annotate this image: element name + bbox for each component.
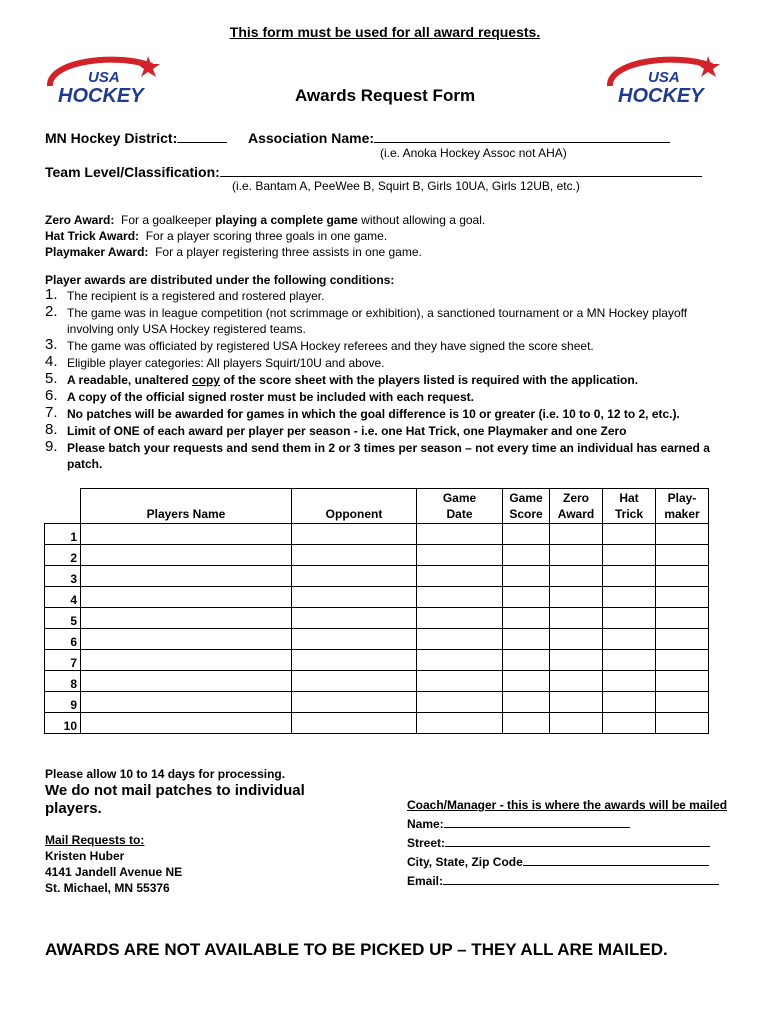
table-row: [45, 671, 709, 692]
playmaker-award-def: [45, 244, 485, 260]
footer-notice: AWARDS ARE NOT AVAILABLE TO BE PICKED UP – THEY ALL ARE MAILED.: [45, 940, 668, 959]
row-number-header: [45, 489, 81, 524]
zero-award-header: Zero Award: [550, 489, 603, 524]
table-row: [45, 692, 709, 713]
condition-text-underlined: copy: [191, 373, 220, 387]
mail-requests-block: [45, 832, 182, 896]
condition-item: [45, 406, 735, 422]
processing-time-note: Please allow 10 to 14 days for processing.: [45, 767, 286, 781]
table-row: [45, 545, 709, 566]
table-row: [45, 608, 709, 629]
cell-player[interactable]: [81, 650, 292, 671]
table-row: [45, 713, 709, 734]
cell-date[interactable]: [417, 629, 503, 650]
mail-city: St. Michael, MN 55376: [45, 881, 170, 895]
award-definitions: [45, 212, 485, 260]
coach-street-label: Street:: [407, 836, 446, 850]
coach-city-row: [407, 851, 737, 870]
cell-score[interactable]: [503, 608, 550, 629]
cell-hat-trick[interactable]: [603, 566, 656, 587]
mail-street: 4141 Jandell Avenue NE: [45, 865, 183, 879]
logo-text-top: USA: [648, 69, 680, 86]
district-label: MN Hockey District:: [45, 130, 178, 146]
game-date-header: Game Date: [417, 489, 503, 524]
table-row: [45, 587, 709, 608]
coach-email-input[interactable]: [443, 870, 719, 885]
cell-score[interactable]: [503, 566, 550, 587]
zero-award-def: [45, 212, 485, 228]
coach-street-row: [407, 832, 737, 851]
cell-hat-trick[interactable]: [603, 545, 656, 566]
cell-score[interactable]: [503, 650, 550, 671]
cell-player[interactable]: [81, 671, 292, 692]
team-level-hint: (i.e. Bantam A, PeeWee B, Squirt B, Girls 10UA, Girls 12UB, etc.): [232, 179, 580, 193]
cell-playmaker[interactable]: [656, 692, 709, 713]
award-name: Playmaker Award:: [45, 245, 149, 259]
coach-manager-block: [407, 797, 737, 889]
cell-playmaker[interactable]: [656, 566, 709, 587]
coach-name-label: Name:: [407, 817, 444, 831]
condition-item: [45, 338, 735, 354]
cell-opponent[interactable]: [292, 524, 417, 545]
award-name: Zero Award:: [45, 213, 115, 227]
conditions-list: [45, 288, 735, 473]
condition-item: [45, 440, 735, 472]
players-table: [44, 488, 709, 734]
condition-item: [45, 305, 735, 337]
cell-date[interactable]: [417, 524, 503, 545]
cell-playmaker[interactable]: [656, 524, 709, 545]
row-number: 8: [45, 671, 81, 692]
team-level-input[interactable]: [220, 162, 702, 177]
association-input[interactable]: [374, 128, 670, 143]
association-label: Association Name:: [248, 130, 375, 146]
top-note: This form must be used for all award requests.: [229, 24, 541, 40]
award-desc-bold: playing a complete game: [215, 213, 358, 227]
cell-zero[interactable]: [550, 671, 603, 692]
cell-opponent[interactable]: [292, 692, 417, 713]
cell-zero[interactable]: [550, 524, 603, 545]
cell-opponent[interactable]: [292, 713, 417, 734]
cell-playmaker[interactable]: [656, 671, 709, 692]
coach-street-input[interactable]: [445, 832, 710, 847]
cell-player[interactable]: [81, 713, 292, 734]
logo-text-bottom: HOCKEY: [58, 85, 144, 107]
cell-playmaker[interactable]: [656, 650, 709, 671]
condition-text: Limit of ONE of each award per player per season - i.e. one Hat Trick, one Playmaker and one Zero: [67, 424, 627, 438]
condition-text: Please batch your requests and send them in 2 or 3 times per season – not every time an individual has earned a patch.: [67, 441, 710, 471]
cell-zero[interactable]: [550, 713, 603, 734]
cell-date[interactable]: [417, 587, 503, 608]
cell-score[interactable]: [503, 629, 550, 650]
award-desc: For a player scoring three goals in one game.: [145, 229, 388, 243]
row-number: 9: [45, 692, 81, 713]
row-number: 6: [45, 629, 81, 650]
coach-name-input[interactable]: [444, 813, 630, 828]
team-level-row: [45, 162, 702, 180]
award-desc: For a player registering three assists in one game.: [155, 245, 422, 259]
cell-player[interactable]: [81, 524, 292, 545]
row-number: 2: [45, 545, 81, 566]
award-desc: For a goalkeeper: [121, 213, 216, 227]
hat-trick-header: Hat Trick: [603, 489, 656, 524]
condition-number: 3.: [45, 336, 58, 353]
cell-date[interactable]: [417, 671, 503, 692]
condition-text: No patches will be awarded for games in which the goal difference is 10 or greater (i.e. 10 to 0, 12 to 2, etc.).: [67, 407, 680, 421]
cell-playmaker[interactable]: [656, 713, 709, 734]
cell-date[interactable]: [417, 608, 503, 629]
condition-number: 6.: [45, 387, 58, 404]
cell-player[interactable]: [81, 629, 292, 650]
condition-item: [45, 288, 735, 304]
table-row: [45, 566, 709, 587]
cell-opponent[interactable]: [292, 608, 417, 629]
cell-hat-trick[interactable]: [603, 524, 656, 545]
cell-player[interactable]: [81, 587, 292, 608]
cell-zero[interactable]: [550, 566, 603, 587]
cell-score[interactable]: [503, 671, 550, 692]
team-level-label: Team Level/Classification:: [45, 164, 220, 180]
cell-score[interactable]: [503, 545, 550, 566]
cell-playmaker[interactable]: [656, 608, 709, 629]
coach-name-row: [407, 813, 737, 832]
playmaker-header: Play- maker: [656, 489, 709, 524]
cell-zero[interactable]: [550, 692, 603, 713]
row-number: 4: [45, 587, 81, 608]
table-row: [45, 650, 709, 671]
players-name-header: Players Name: [81, 489, 292, 524]
coach-email-label: Email:: [407, 874, 444, 888]
coach-city-label: City, State, Zip Code: [407, 855, 523, 869]
cell-opponent[interactable]: [292, 587, 417, 608]
cell-playmaker[interactable]: [656, 545, 709, 566]
logo-text-bottom: HOCKEY: [618, 85, 704, 107]
cell-hat-trick[interactable]: [603, 650, 656, 671]
cell-player[interactable]: [81, 566, 292, 587]
district-input[interactable]: [177, 128, 227, 143]
condition-number: 5.: [45, 370, 58, 387]
row-number: 10: [45, 713, 81, 734]
cell-opponent[interactable]: [292, 629, 417, 650]
condition-text: A copy of the official signed roster must be included with each request.: [67, 390, 474, 404]
row-number: 1: [45, 524, 81, 545]
cell-zero[interactable]: [550, 545, 603, 566]
row-number: 5: [45, 608, 81, 629]
condition-number: 9.: [45, 438, 58, 455]
cell-player[interactable]: [81, 608, 292, 629]
table-header-row: [45, 489, 709, 524]
cell-date[interactable]: [417, 566, 503, 587]
opponent-header: Opponent: [292, 489, 417, 524]
cell-hat-trick[interactable]: [603, 587, 656, 608]
conditions-title: Player awards are distributed under the following conditions:: [45, 273, 395, 287]
table-row: [45, 524, 709, 545]
condition-number: 4.: [45, 353, 58, 370]
cell-hat-trick[interactable]: [603, 671, 656, 692]
cell-player[interactable]: [81, 545, 292, 566]
mail-name: Kristen Huber: [45, 849, 125, 863]
game-score-header: Game Score: [503, 489, 550, 524]
cell-zero[interactable]: [550, 650, 603, 671]
cell-zero[interactable]: [550, 608, 603, 629]
cell-opponent[interactable]: [292, 650, 417, 671]
cell-date[interactable]: [417, 545, 503, 566]
cell-date[interactable]: [417, 713, 503, 734]
cell-opponent[interactable]: [292, 566, 417, 587]
condition-item: [45, 389, 735, 405]
district-row: [45, 128, 227, 146]
logo-text-top: USA: [88, 69, 120, 86]
condition-text: The game was officiated by registered USA Hockey referees and they have signed the score sheet.: [67, 339, 594, 353]
cell-score[interactable]: [503, 524, 550, 545]
condition-text: The recipient is a registered and rostered player.: [67, 289, 325, 303]
condition-text: The game was in league competition (not scrimmage or exhibition), a sanctioned tournament or a MN Hockey playoff involving only USA Hockey registered teams.: [67, 306, 688, 336]
cell-date[interactable]: [417, 692, 503, 713]
cell-date[interactable]: [417, 650, 503, 671]
cell-playmaker[interactable]: [656, 629, 709, 650]
award-name: Hat Trick Award:: [45, 229, 140, 243]
condition-item: [45, 423, 735, 439]
association-row: [248, 128, 670, 146]
condition-text: A readable, unaltered: [67, 373, 192, 387]
condition-number: 2.: [45, 303, 58, 320]
condition-text: Eligible player categories: All players Squirt/10U and above.: [67, 356, 385, 370]
hat-trick-award-def: [45, 228, 485, 244]
condition-number: 1.: [45, 286, 58, 303]
no-individual-mail-note: We do not mail patches to individual players.: [45, 782, 305, 817]
condition-text-end: of the score sheet with the players listed is required with the application.: [219, 373, 639, 387]
cell-hat-trick[interactable]: [603, 713, 656, 734]
coach-email-row: [407, 870, 737, 889]
condition-number: 7.: [45, 404, 58, 421]
cell-score[interactable]: [503, 692, 550, 713]
row-number: 3: [45, 566, 81, 587]
condition-item: [45, 355, 735, 371]
cell-hat-trick[interactable]: [603, 608, 656, 629]
cell-score[interactable]: [503, 713, 550, 734]
cell-playmaker[interactable]: [656, 587, 709, 608]
cell-hat-trick[interactable]: [603, 629, 656, 650]
cell-opponent[interactable]: [292, 545, 417, 566]
condition-item: [45, 372, 735, 388]
row-number: 7: [45, 650, 81, 671]
condition-number: 8.: [45, 421, 58, 438]
form-title: Awards Request Form: [294, 86, 476, 105]
coach-city-input[interactable]: [523, 851, 709, 866]
association-hint: (i.e. Anoka Hockey Assoc not AHA): [380, 146, 567, 160]
cell-opponent[interactable]: [292, 671, 417, 692]
coach-block-title: Coach/Manager - this is where the awards will be mailed: [407, 798, 728, 812]
mail-requests-label: Mail Requests to:: [45, 833, 145, 847]
cell-zero[interactable]: [550, 587, 603, 608]
cell-player[interactable]: [81, 692, 292, 713]
table-row: [45, 629, 709, 650]
cell-zero[interactable]: [550, 629, 603, 650]
cell-hat-trick[interactable]: [603, 692, 656, 713]
award-desc-end: without allowing a goal.: [357, 213, 486, 227]
cell-score[interactable]: [503, 587, 550, 608]
